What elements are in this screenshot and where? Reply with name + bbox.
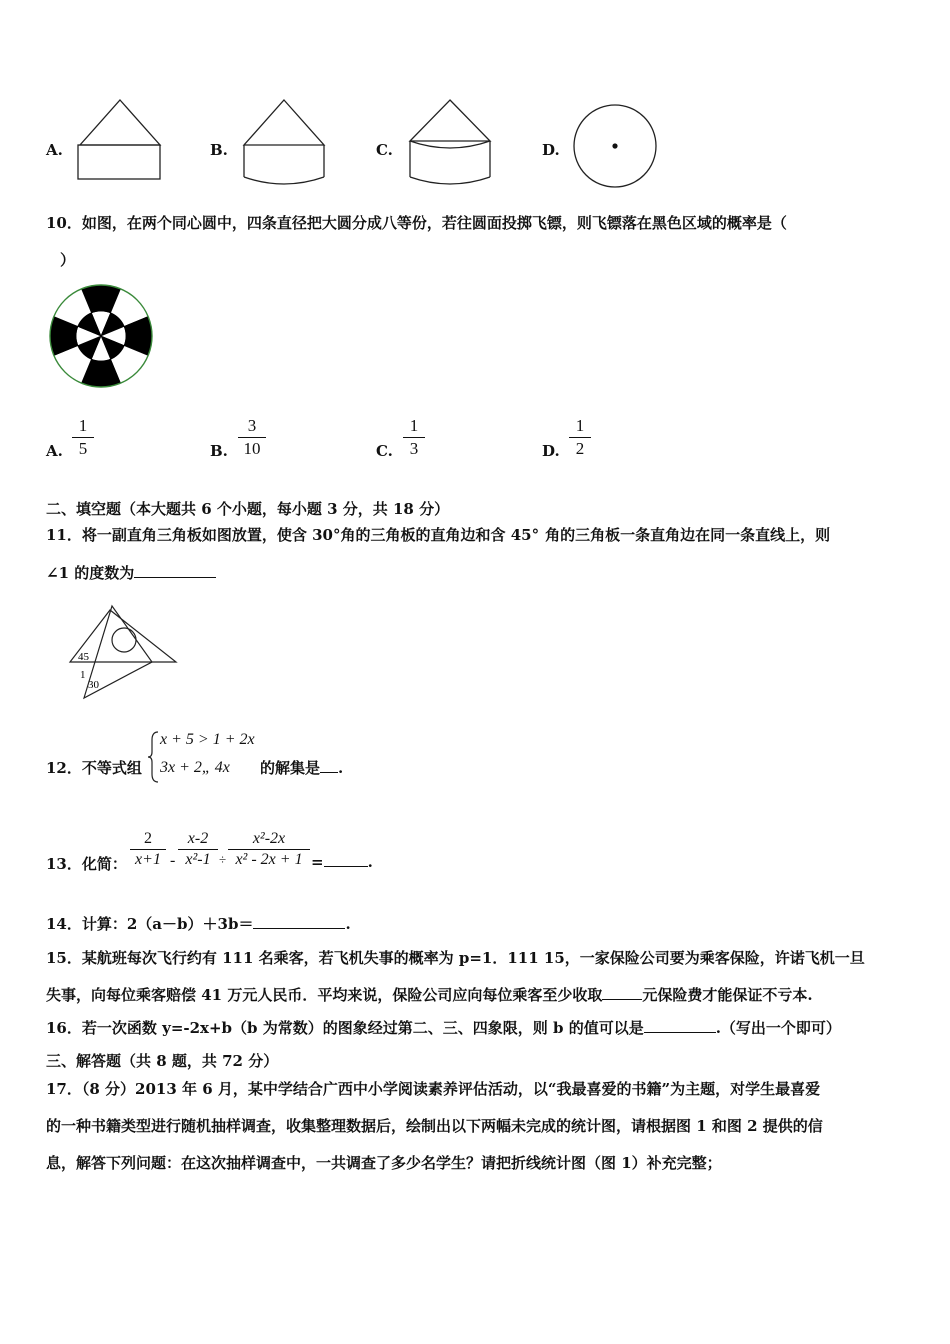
q12-suffix xyxy=(260,757,343,778)
fraction-denominator: x² - 2x + 1 xyxy=(235,851,303,868)
q13-answer-blank[interactable] xyxy=(324,852,368,867)
fraction-numerator: x-2 xyxy=(187,830,209,847)
q9-option-b-figure xyxy=(236,95,336,190)
q15-text-line2 xyxy=(46,984,813,1005)
q11-question: ∠1 的度数为 xyxy=(46,564,135,582)
q17-text-line2: 的一种书籍类型进行随机抽样调查，收集整理数据后，绘制出以下两幅未完成的统计图，请根据图 1 和图 2 提供的信 xyxy=(46,1117,823,1135)
q17-text-line3: 息，解答下列问题：在这次抽样调查中，一共调查了多少名学生？请把折线统计图（图 1）补充完整； xyxy=(46,1154,722,1172)
q9-option-d-figure xyxy=(570,101,662,193)
q16-end: .（写出一个即可） xyxy=(715,1019,841,1037)
fraction-bar xyxy=(238,437,266,438)
section-3-heading: 三、解答题（共 8 题，共 72 分） xyxy=(46,1052,279,1070)
q11-angle-30-label: 30 xyxy=(88,679,99,691)
q15-answer-blank[interactable] xyxy=(602,985,642,1000)
fraction-numerator: 2 xyxy=(144,830,152,847)
fraction-numerator: x²-2x xyxy=(252,830,286,847)
q14-question: 14．计算：2（a－b）＋3b＝ xyxy=(46,915,254,933)
q9-option-b-label: B. xyxy=(210,141,228,159)
q12-answer-blank[interactable] xyxy=(320,758,338,773)
q15-text-line1: 15．某航班每次飞行约有 111 名乘客，若飞机失事的概率为 p=1．111 15，一家保险公司要为乘客保险，许诺飞机一旦 xyxy=(46,949,865,967)
q14-end: . xyxy=(345,915,351,933)
q10-option-c-fraction xyxy=(403,416,425,459)
fraction-bar xyxy=(178,849,218,850)
q13-fraction-1 xyxy=(130,830,166,869)
q11-text-line2 xyxy=(46,562,216,583)
q13-minus: - xyxy=(170,852,176,869)
fraction-numerator: 3 xyxy=(247,416,257,435)
q12-end: . xyxy=(338,759,344,777)
q11-triangles-figure xyxy=(64,600,184,705)
q13-fraction-3 xyxy=(228,830,310,869)
section-2-heading: 二、填空题（本大题共 6 个小题，每小题 3 分，共 18 分） xyxy=(46,500,450,518)
q10-option-a-fraction xyxy=(72,416,94,459)
q9-option-c-figure xyxy=(402,95,502,190)
q10-dartboard-figure xyxy=(48,283,154,389)
fraction-bar xyxy=(72,437,94,438)
q14-answer-blank[interactable] xyxy=(253,914,345,929)
fraction-numerator: 1 xyxy=(78,416,88,435)
q10-option-a-label: A. xyxy=(46,442,63,460)
fraction-bar xyxy=(130,849,166,850)
q11-angle-45-label: 45 xyxy=(78,651,89,663)
q17-text-line1: 17．（8 分）2013 年 6 月，某中学结合广西中小学阅读素养评估活动，以“我最喜爱的书籍”为主题，对学生最喜爱 xyxy=(46,1080,821,1098)
q15-line2-start: 失事，向每位乘客赔偿 41 万元人民币．平均来说，保险公司应向每位乘客至少收取 xyxy=(46,986,603,1004)
fraction-denominator: x²-1 xyxy=(185,851,211,868)
fraction-bar xyxy=(403,437,425,438)
q10-option-c-label: C. xyxy=(376,442,393,460)
fraction-denominator: 2 xyxy=(575,439,585,458)
fraction-bar xyxy=(569,437,591,438)
q9-option-a-label: A. xyxy=(46,141,63,159)
q12-suffix-text: 的解集是 xyxy=(260,759,321,777)
q14-text xyxy=(46,913,351,934)
q16-text xyxy=(46,1017,841,1038)
q11-answer-blank[interactable] xyxy=(134,563,216,578)
q12-prefix: 12．不等式组 xyxy=(46,759,142,777)
q13-end: . xyxy=(367,853,373,871)
q9-option-d-label: D. xyxy=(542,141,560,159)
q13-equals: = xyxy=(311,853,324,871)
q10-text: 10．如图，在两个同心圆中，四条直径把大圆分成八等份，若往圆面投掷飞镖，则飞镖落在黑色区域的概率是（ xyxy=(46,214,787,232)
q11-text-line1a: 11．将一副直角三角板如图放置，使含 30°角的三角板的直角边和含 45° xyxy=(46,526,540,544)
q12-system-brace xyxy=(148,730,160,784)
q10-option-b-fraction xyxy=(238,416,266,459)
fraction-denominator: 5 xyxy=(78,439,88,458)
q11-text-line1 xyxy=(46,524,830,545)
q10-option-d-fraction xyxy=(569,416,591,459)
q10-close-paren: ） xyxy=(60,251,76,269)
fraction-numerator: 1 xyxy=(409,416,419,435)
q11-angle-1-label: 1 xyxy=(80,669,86,681)
q16-answer-blank[interactable] xyxy=(644,1018,716,1033)
fraction-denominator: 3 xyxy=(409,439,419,458)
q9-option-a-figure xyxy=(70,95,170,187)
fraction-numerator: 1 xyxy=(575,416,585,435)
q10-option-b-label: B. xyxy=(210,442,228,460)
q15-line2-end: 元保险费才能保证不亏本. xyxy=(642,986,813,1004)
q13-fraction-2 xyxy=(178,830,218,869)
q16-question: 16．若一次函数 y=-2x+b（b 为常数）的图象经过第二、三、四象限，则 b 的值可以是 xyxy=(46,1019,644,1037)
fraction-denominator: x+1 xyxy=(135,851,161,868)
q11-text-line1b: 角的三角板一条直角边在同一条直线上，则 xyxy=(545,526,831,544)
fraction-denominator: 10 xyxy=(243,439,261,458)
q13-prefix: 13．化简： xyxy=(46,855,127,873)
q13-answer xyxy=(311,852,373,871)
fraction-bar xyxy=(228,849,310,850)
q13-divide: ÷ xyxy=(219,852,227,867)
q12-inequality-1: x + 5 > 1 + 2x xyxy=(160,731,255,748)
q9-option-c-label: C. xyxy=(376,141,393,159)
q10-option-d-label: D. xyxy=(542,442,560,460)
q12-inequality-2: 3x + 2„ 4x xyxy=(160,759,230,776)
